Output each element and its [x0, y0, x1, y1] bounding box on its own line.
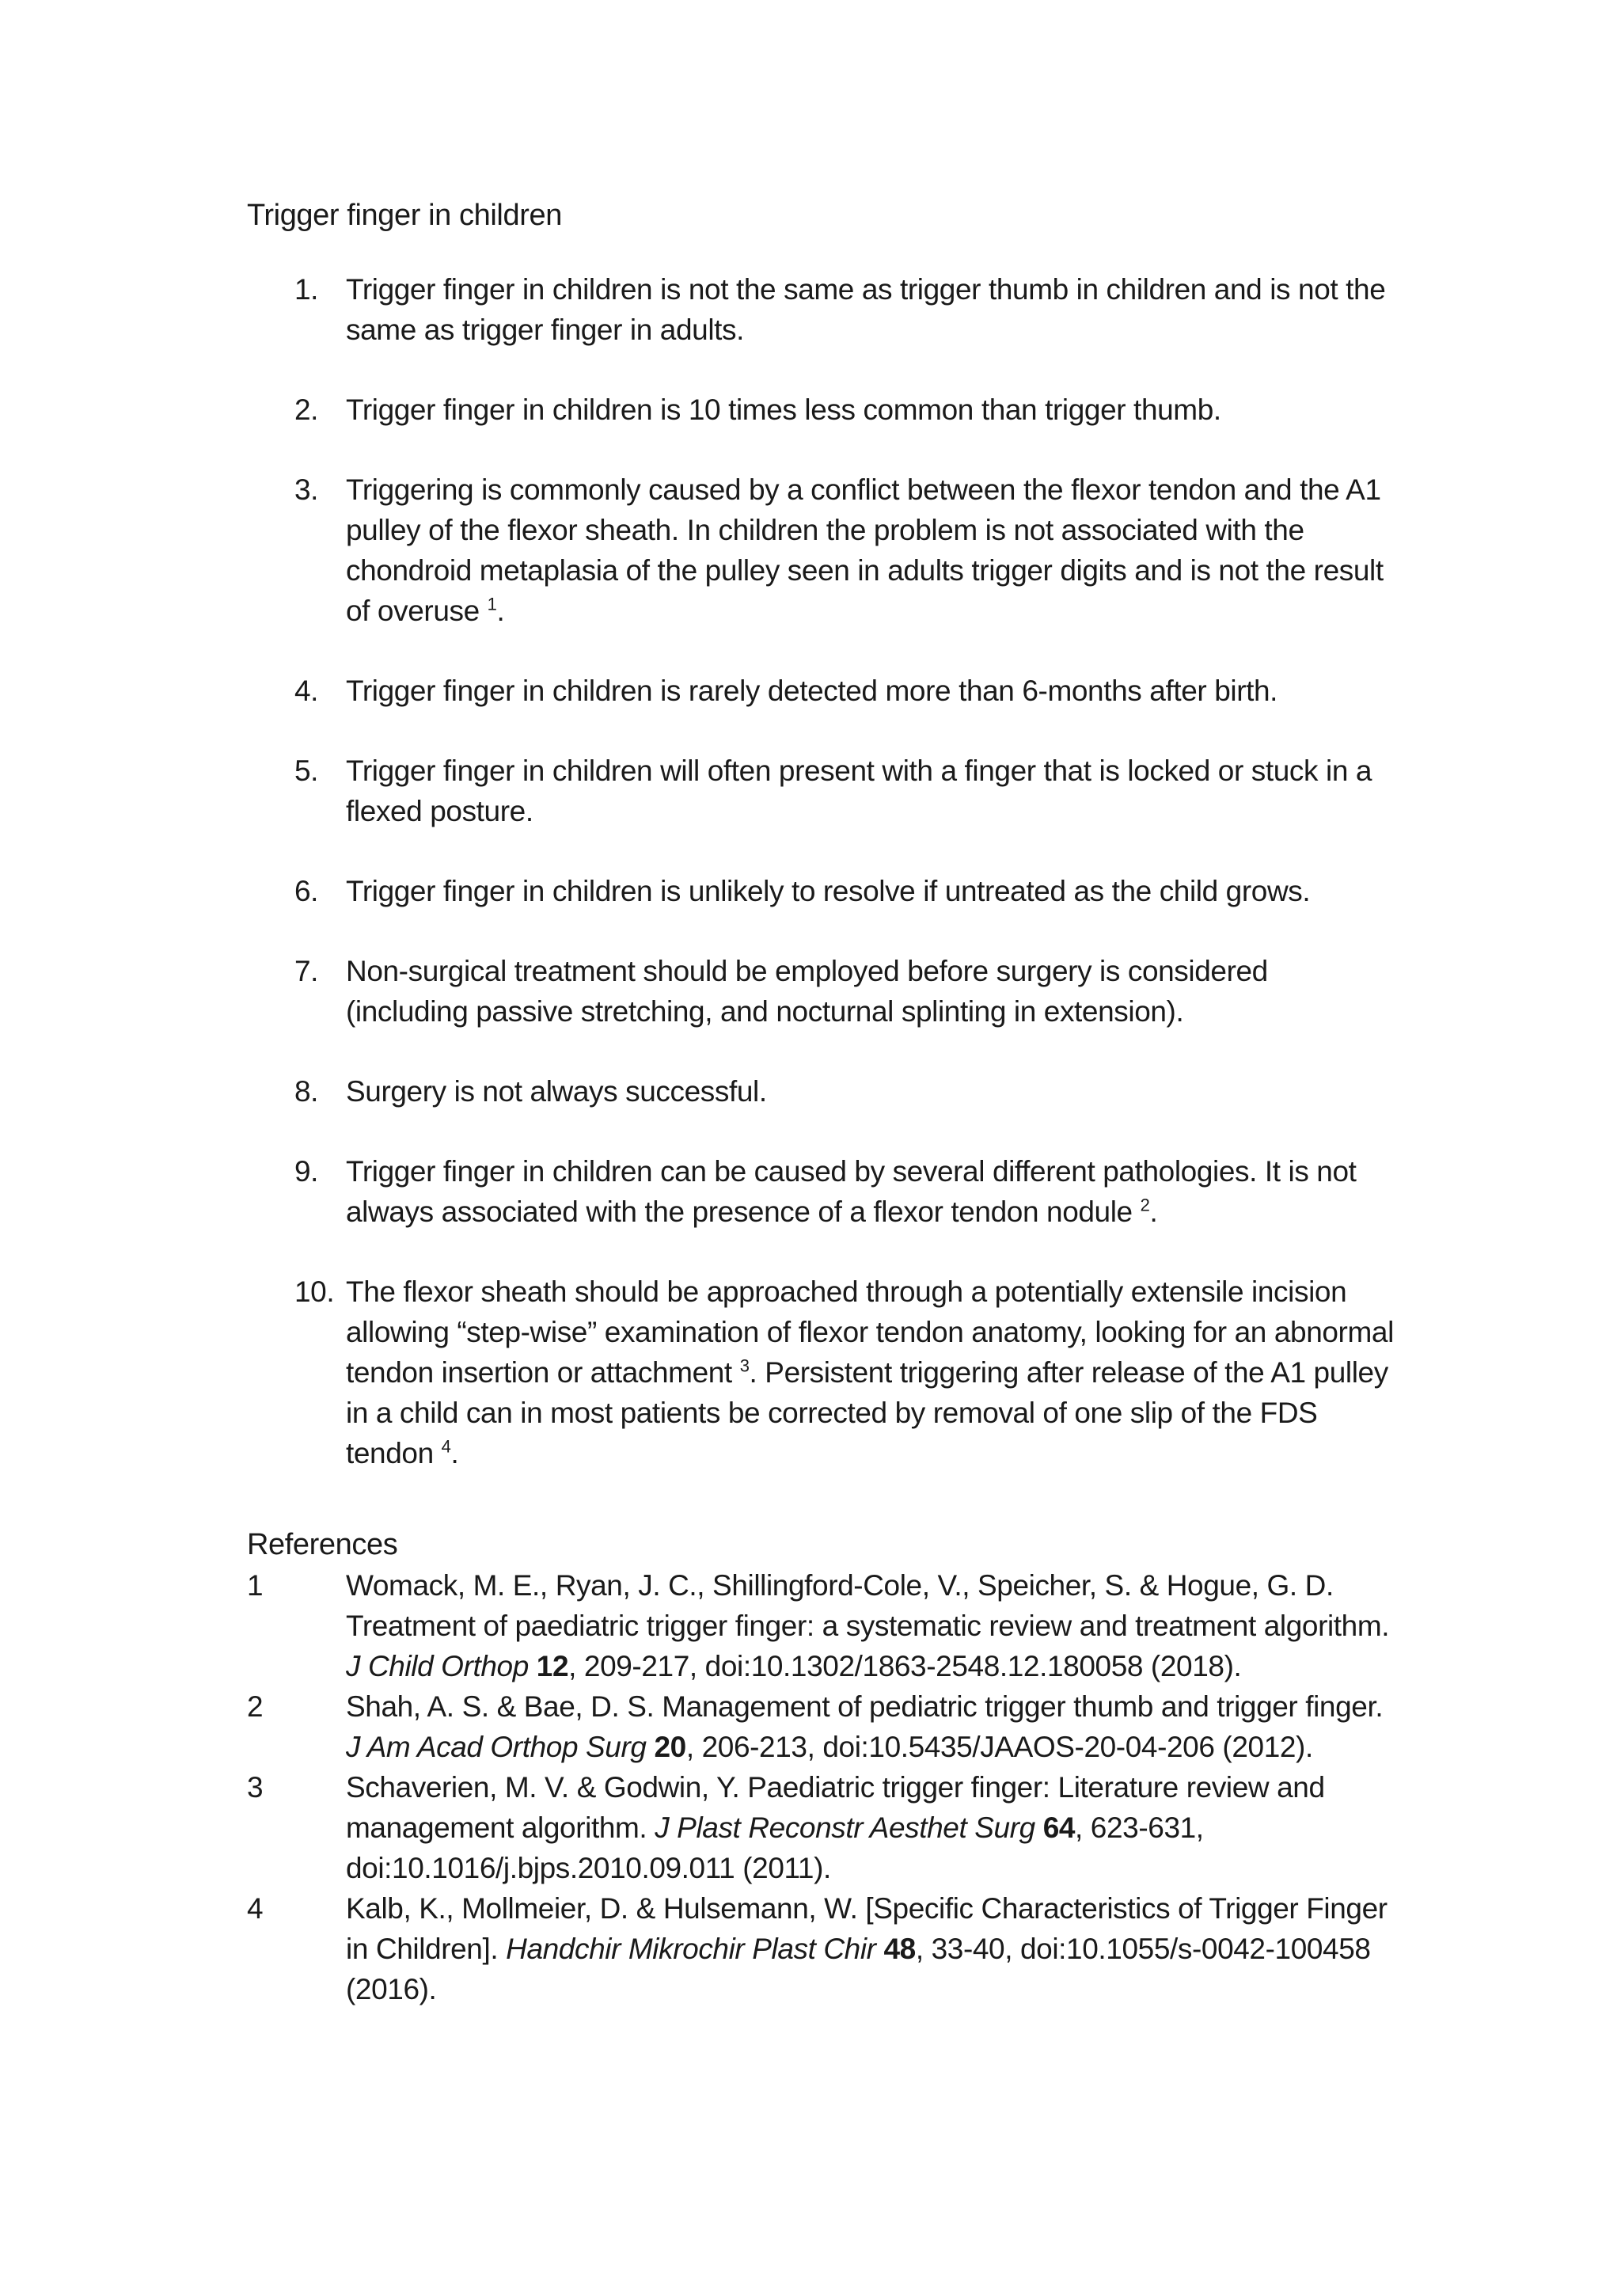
- numbered-list: [0, 269, 1621, 1513]
- document-title: Trigger finger in children: [247, 199, 562, 232]
- list-item: [0, 751, 1621, 831]
- citation-superscript: 1: [487, 594, 497, 614]
- list-item-number: 10.: [294, 1275, 335, 1308]
- journal-name: Handchir Mikrochir Plast Chir: [506, 1933, 876, 1965]
- references-list: [0, 1565, 1621, 2009]
- reference-text: Shah, A. S. & Bae, D. S. Management of pediatric trigger thumb and trigger finger. J Am Acad Orthop Surg 20, 206-213, doi:10.5435/JAAOS-20-04-206 (2012).: [346, 1690, 1384, 1763]
- reference-number: 3: [247, 1771, 264, 1804]
- volume-number: 20: [654, 1731, 686, 1763]
- list-item-text: Trigger finger in children is 10 times less common than trigger thumb.: [346, 393, 1221, 426]
- reference-item: [0, 1565, 1621, 1686]
- list-item: [0, 269, 1621, 350]
- list-item: [0, 469, 1621, 631]
- list-item-number: 7.: [294, 955, 319, 987]
- list-item: [0, 1272, 1621, 1473]
- list-item-number: 9.: [294, 1155, 319, 1188]
- list-item-text: Surgery is not always successful.: [346, 1075, 767, 1108]
- list-item-text: Trigger finger in children can be caused by several different pathologies. It is not always associated with the presence of a flexor tendon nodule $^2$.: [346, 1155, 1357, 1228]
- list-item: [0, 390, 1621, 430]
- reference-number: 1: [247, 1569, 264, 1602]
- list-item-number: 3.: [294, 473, 319, 506]
- list-item: [0, 1151, 1621, 1232]
- reference-item: [0, 1888, 1621, 2009]
- reference-number: 4: [247, 1892, 264, 1925]
- list-item-number: 8.: [294, 1075, 319, 1108]
- citation-superscript: 2: [1140, 1195, 1150, 1215]
- citation-superscript: 4: [441, 1436, 451, 1457]
- reference-item: [0, 1767, 1621, 1888]
- list-item-number: 4.: [294, 675, 319, 707]
- list-item-text: Triggering is commonly caused by a conflict between the flexor tendon and the A1 pulley of the flexor sheath. In children the problem is not associated with the chondroid metaplasia of the pulley seen in adults trigger digits and is not the result of overuse $^1$.: [346, 473, 1384, 627]
- list-item: [0, 951, 1621, 1032]
- list-item: [0, 1071, 1621, 1112]
- volume-number: 12: [536, 1650, 569, 1682]
- list-item-number: 6.: [294, 875, 319, 907]
- volume-number: 64: [1042, 1811, 1076, 1844]
- citation-superscript: 3: [739, 1355, 750, 1376]
- list-item-text: Trigger finger in children will often present with a finger that is locked or stuck in a flexed posture.: [346, 755, 1372, 827]
- list-item-number: 2.: [294, 393, 319, 426]
- list-item-text: Non-surgical treatment should be employed before surgery is considered (including passive stretching, and nocturnal splinting in extension).: [346, 955, 1268, 1028]
- reference-item: [0, 1686, 1621, 1767]
- list-item-text: Trigger finger in children is rarely detected more than 6-months after birth.: [346, 675, 1278, 707]
- journal-name: J Plast Reconstr Aesthet Surg: [655, 1811, 1035, 1844]
- list-item-number: 1.: [294, 273, 319, 306]
- list-item-text: Trigger finger in children is unlikely to resolve if untreated as the child grows.: [346, 875, 1311, 907]
- reference-number: 2: [247, 1690, 264, 1723]
- references-heading: References: [247, 1528, 398, 1561]
- journal-name: J Am Acad Orthop Surg: [346, 1731, 647, 1763]
- list-item: [0, 671, 1621, 711]
- reference-text: Kalb, K., Mollmeier, D. & Hulsemann, W. [Specific Characteristics of Trigger Finger in Children]. Handchir Mikrochir Plast Chir 48, 33-40, doi:10.1055/s-0042-100458 (2016).: [346, 1892, 1388, 2005]
- volume-number: 48: [883, 1933, 916, 1965]
- list-item-text: Trigger finger in children is not the same as trigger thumb in children and is not the same as trigger finger in adults.: [346, 273, 1386, 346]
- reference-text: Womack, M. E., Ryan, J. C., Shillingford-Cole, V., Speicher, S. & Hogue, G. D. Treatment of paediatric trigger finger: a systematic review and treatment algorithm. J Child Orthop 12, 209-217, doi:10.1302/1863-2548.12.180058 (2018).: [346, 1569, 1390, 1682]
- journal-name: J Child Orthop: [346, 1650, 529, 1682]
- reference-text: Schaverien, M. V. & Godwin, Y. Paediatric trigger finger: Literature review and management algorithm. J Plast Reconstr Aesthet Surg 64, 623-631, doi:10.1016/j.bjps.2010.09.011 (2011).: [346, 1771, 1325, 1884]
- list-item: [0, 871, 1621, 911]
- list-item-number: 5.: [294, 755, 319, 787]
- list-item-text: The flexor sheath should be approached through a potentially extensile incision allowing “step-wise” examination of flexor tendon anatomy, looking for an abnormal tendon insertion or attachment $^3$. Persistent triggering after release of the A1 pulley in a child can in most patients be corrected by removal of one slip of the FDS tendon $^4$.: [346, 1275, 1394, 1469]
